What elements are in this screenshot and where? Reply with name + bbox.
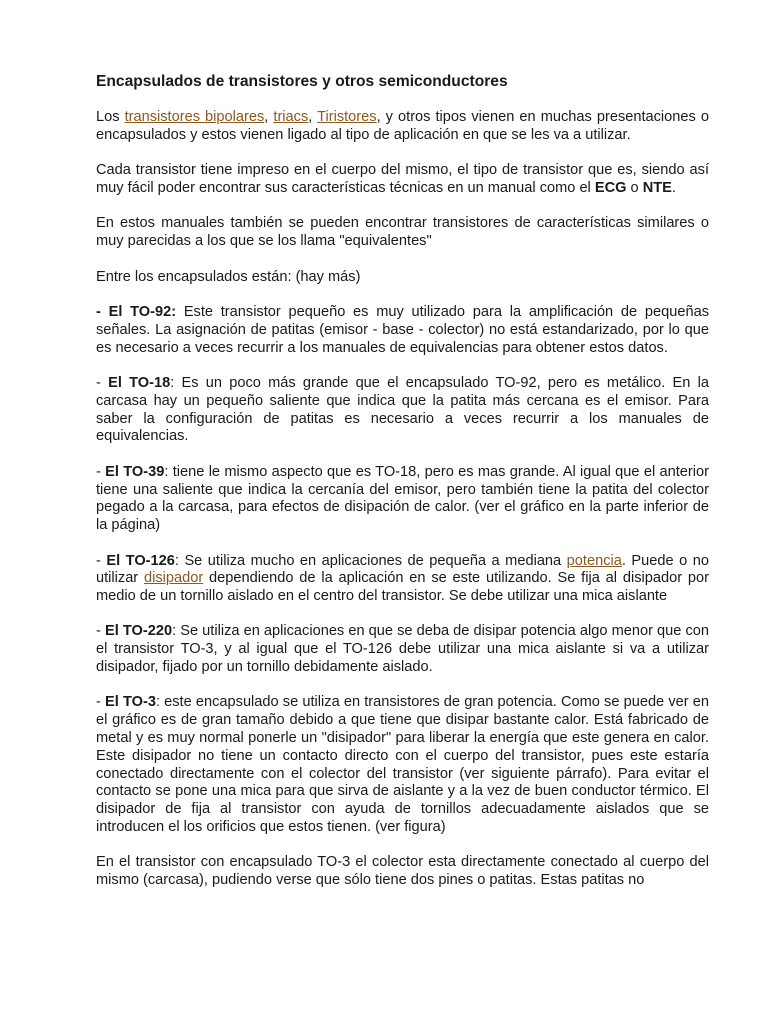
- paragraph-to92: [96, 304, 709, 357]
- text-span: : Se utiliza en aplicaciones en que se deba de disipar potencia algo menor que con el transistor TO-3, y al igual que el TO-126 debe utilizar una mica aislante si va a utilizar disipador, fijado por un tornillo debidamente aislado.: [96, 623, 710, 676]
- heading-to220: El TO-220: [104, 623, 173, 640]
- text-span: : este encapsulado se utiliza en transistores de gran potencia. Como se puede ver en el gráfico es de gran tamaño debido a que tiene que disipar bastante calor. Está fabricado de metal y es muy normal ponerle un "disipador" para liberar la energía que este genera en calor. Este disipador no tiene un contacto directo con el cuerpo del transistor, pues este estaría conectado directamente con el colector del transistor (ver siguiente párrafo). Para evitar el contacto se pone una mica para que sirva de aislante y a la vez de buen conductor térmico. El disipador de fija al transistor con ayuda de tornillos adecuadamente aislados que se introducen el los orificios que estos tienen. (ver figura): [96, 694, 709, 836]
- heading-to18: El TO-18: [108, 374, 171, 391]
- page-title: Encapsulados de transistores y otros semiconductores: [96, 73, 508, 90]
- heading-to3: El TO-3: [105, 694, 156, 711]
- paragraph-to126: [96, 553, 709, 606]
- heading-to126: El TO-126: [106, 552, 175, 569]
- document-body: [96, 72, 709, 908]
- link-potencia[interactable]: potencia: [566, 552, 622, 569]
- paragraph-to3-colector: En el transistor con encapsulado TO-3 el colector esta directamente conectado al cuerpo del mismo (carcasa), pudiendo verse que sólo tiene dos pines o patitas. Estas patitas no: [96, 854, 709, 889]
- text-span: Este transistor pequeño es muy utilizado para la amplificación de pequeñas señales. La asignación de patitas (emisor - base - colector) no está estandarizado, por lo que es necesario a veces recurrir a los manuales de equivalencias para obtener estos datos.: [96, 303, 709, 356]
- heading-to92: - El TO-92:: [96, 303, 177, 320]
- link-tiristores[interactable]: Tiristores: [317, 109, 377, 125]
- text-span: .: [671, 179, 676, 196]
- text-span: : tiene le mismo aspecto que es TO-18, pero es mas grande. Al igual que el anterior tiene una saliente que indica la cercanía del emisor, pero también tiene la patita del colector pegado a la carcasa, para efectos de disipación de calor. (ver el gráfico en la parte inferior de la página): [96, 463, 709, 534]
- text-span: ,: [264, 109, 274, 125]
- paragraph-to18: [96, 375, 709, 446]
- text-span: , y otros tipos vienen en muchas presentaciones o encapsulados y estos vienen ligado al tipo de aplicación en que se les va a utilizar.: [96, 109, 709, 143]
- paragraph-lista-intro: Entre los encapsulados están: (hay más): [96, 268, 361, 285]
- text-span: Cada transistor tiene impreso en el cuerpo del mismo, el tipo de transistor que es, siendo así muy fácil poder encontrar sus características técnicas en un manual como el: [96, 162, 709, 196]
- paragraph-to39: [96, 464, 709, 535]
- text-span: : Es un poco más grande que el encapsulado TO-92, pero es metálico. En la carcasa hay un pequeño saliente que indica que la patita más cercana es el emisor. Para saber la configuración de patitas es necesario a veces recurrir a los manuales de equivalencias.: [96, 374, 709, 445]
- text-span: o: [626, 179, 643, 196]
- paragraph-intro: [96, 109, 709, 145]
- paragraph-to220: [96, 623, 709, 676]
- paragraph-equivalentes: En estos manuales también se pueden encontrar transistores de características similares o muy parecidas a los que se los llama "equivalentes": [96, 215, 709, 250]
- text-span: . Puede o no utilizar: [96, 552, 709, 587]
- paragraph-manual: [96, 162, 709, 198]
- paragraph-to3: [96, 694, 709, 836]
- link-triacs[interactable]: triacs: [273, 109, 309, 125]
- text-span: -: [96, 463, 106, 480]
- link-disipador[interactable]: disipador: [144, 570, 204, 587]
- text-span: Los: [96, 109, 125, 125]
- text-span: dependiendo de la aplicación en se este utilizando. Se fija al disipador por medio de un tornillo aislado en el centro del transistor. Se debe utilizar una mica aislante: [96, 570, 709, 605]
- heading-to39: El TO-39: [105, 463, 165, 480]
- text-span: -: [96, 374, 109, 391]
- link-transistores-bipolares[interactable]: transistores bipolares: [124, 109, 265, 125]
- text-span: : Se utiliza mucho en aplicaciones de pequeña a mediana: [174, 552, 567, 569]
- bold-ecg: ECG: [594, 179, 627, 196]
- bold-nte: NTE: [642, 179, 672, 196]
- text-span: -: [96, 552, 107, 569]
- text-span: ,: [308, 109, 318, 125]
- text-span: -: [96, 694, 106, 711]
- text-span: -: [96, 623, 105, 640]
